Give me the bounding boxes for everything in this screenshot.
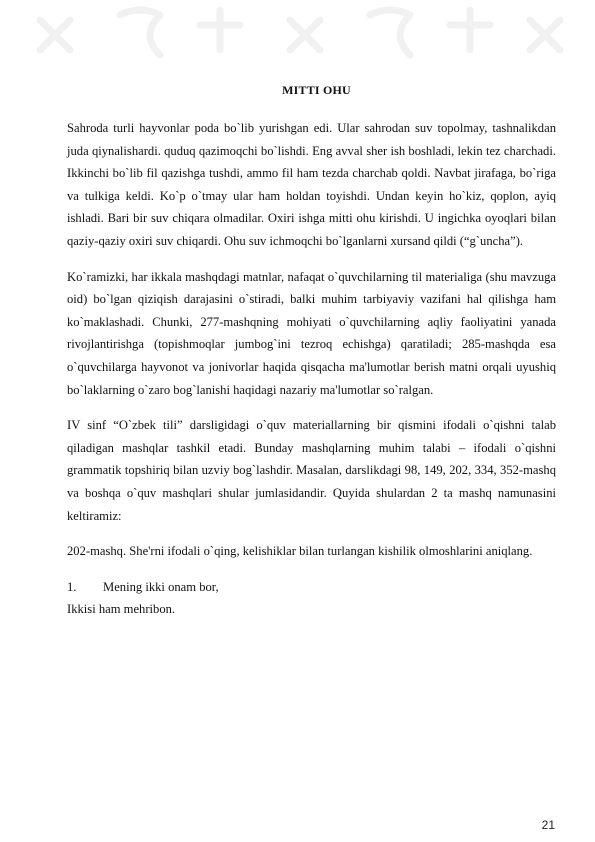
paragraph-textbook: IV sinf “O`zbek tili” darsligidagi o`quv materiallarning bir qismini ifodali o`qishni talab qiladigan mashqlar tashkil etadi. Bunday mashqlarning muhim talabi – ifodali o`qishni grammatik topshiriq bilan uzviy bog`lashdir. Masalan, darslikdagi 98, 149, 202, 334, 352-mashq va boshqa o`quv mashqlari shular jumlasidandir. Quyida shulardan 2 ta mashq namunasini keltiramiz: xyxy=(67,418,556,523)
poem-list-item xyxy=(67,576,556,599)
paragraph-analysis: Ko`ramizki, har ikkala mashqdagi matnlar, nafaqat o`quvchilarning til materialiga (shu mavzuga oid) bo`lgan qiziqish darajasini o`stiradi, balki muhim tarbiyaviy vazifani hal qilishga ham ko`maklashadi. Chunki, 277-mashqning mohiyati o`quvchilarning aqliy faoliyatini yanada rivojlantirishga (topishmoqlar jumbog`ini tezroq echishga) qaratiladi; 285-mashqda esa o`quvchilarga hayvonot va jonivorlar haqida qisqacha ma'lumotlar berish matni orqali uyushiq bo`laklarning o`zaro bog`lanishi haqidagi nazariy ma'lumotlar so`ralgan. xyxy=(67,269,556,397)
list-text: Mening ikki onam bor, xyxy=(103,579,219,594)
paragraph-story: Sahroda turli hayvonlar poda bo`lib yurishgan edi. Ular sahrodan suv topolmay, tashnalikdan juda qiynalishardi. quduq qazimoqchi bo`lishdi. Eng avval sher ish boshladi, lekin tez charchadi. Ikkinchi bo`lib fil qazishga tushdi, ammo fil ham tezda charchab qoldi. Navbat jirafaga, bo`riga va tulkiga keldi. Ko`p o`tmay ular ham holdan toyishdi. Undan keyin ho`kiz, qoplon, ayiq ishladi. Bari bir suv chiqara olmadilar. Oxiri ishga mitti ohu kirishdi. U ingichka oyoqlari bilan qaziy-qaziy oxiri suv chiqardi. Ohu suv ichmoqchi bo`lganlarni xursand qildi (“g`uncha”). xyxy=(67,121,556,248)
document-page xyxy=(67,83,556,621)
page-number: 21 xyxy=(541,818,555,832)
document-title: MITTI OHU xyxy=(282,83,351,97)
poem-continuation: Ikkisi ham mehribon. xyxy=(67,602,176,617)
paragraph-exercise: 202-mashq. She'rni ifodali o`qing, kelishiklar bilan turlangan kishilik olmoshlarini aniqlang. xyxy=(67,544,533,559)
list-number: 1. xyxy=(67,579,77,594)
